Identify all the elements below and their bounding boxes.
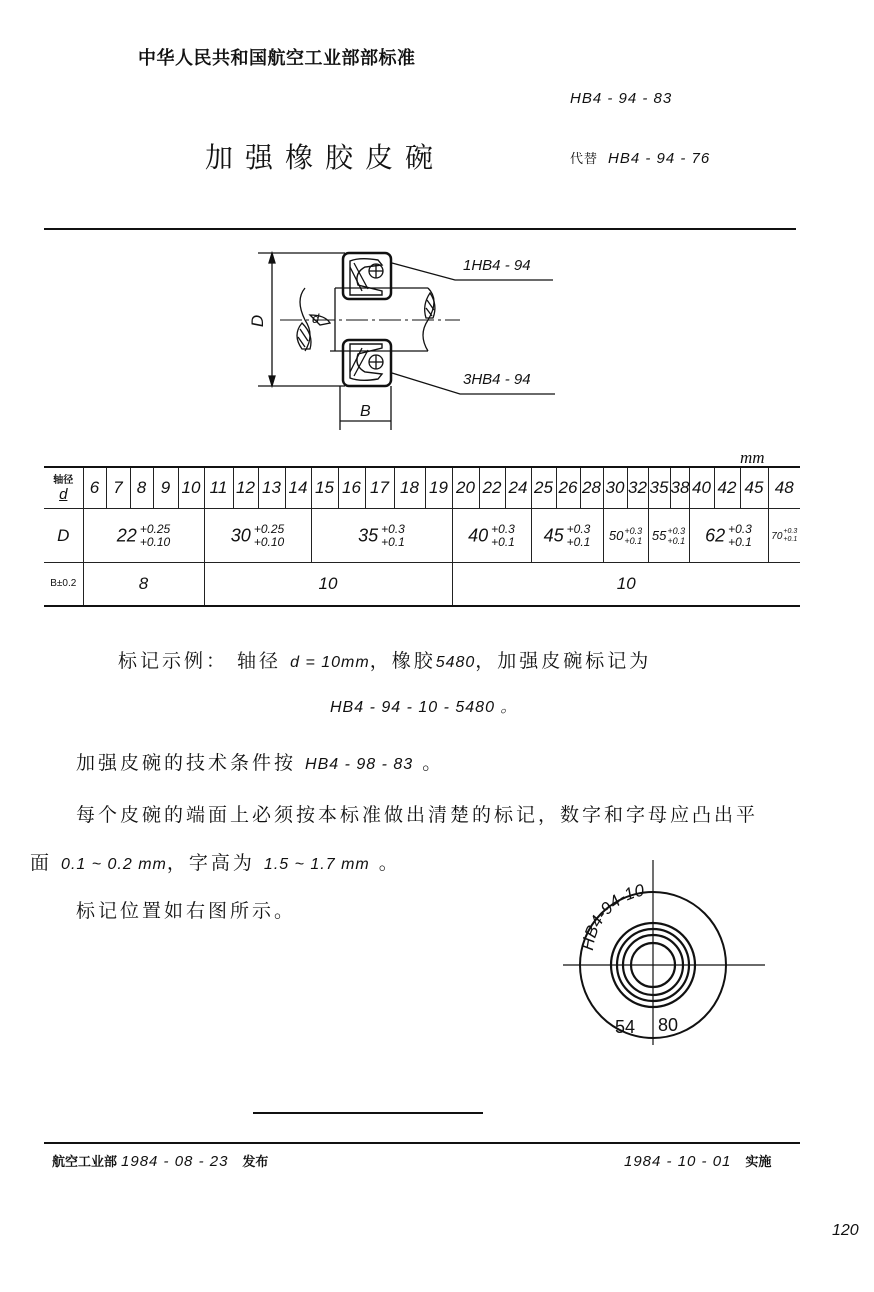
D-upper: +0.25: [139, 521, 171, 536]
d-cell: 38: [670, 467, 689, 509]
effective-label: 实施: [745, 1155, 772, 1170]
effective-date: 1984 - 10 - 01: [624, 1153, 732, 1170]
d-cell: 28: [580, 467, 603, 509]
d-cell: 30: [603, 467, 627, 509]
d-cell: 42: [714, 467, 740, 509]
issue-label: 发布: [242, 1155, 269, 1170]
D-group-cell: [689, 509, 768, 563]
dimension-d-label: d: [312, 311, 320, 326]
D-upper: +0.3: [624, 525, 643, 536]
tech-conditions-end: 。: [413, 752, 445, 774]
d-cell: 7: [106, 467, 130, 509]
table-row-shaft-diameter: [44, 467, 800, 509]
d-cell: 8: [130, 467, 153, 509]
table-unit: mm: [740, 448, 765, 467]
D-group-cell: [311, 509, 452, 563]
D-lower: +0.10: [139, 534, 171, 549]
D-tolerance: [254, 523, 284, 549]
D-nominal: 22: [116, 525, 137, 545]
D-lower: +0.1: [667, 535, 686, 546]
marking-text: 面: [30, 852, 62, 874]
D-group-cell: [531, 509, 603, 563]
example-prefix: 标记示例： 轴径: [118, 650, 291, 672]
D-tolerance: [140, 523, 170, 549]
row-header-d-symbol: d: [59, 486, 68, 503]
D-upper: +0.3: [667, 525, 686, 536]
character-height: 1.5 ~ 1.7 mm: [263, 856, 370, 873]
d-cell: 25: [531, 467, 556, 509]
D-nominal: 35: [358, 525, 379, 545]
dimension-B-label: B: [360, 403, 371, 420]
d-cell: 19: [425, 467, 452, 509]
B-group-cell: 10: [452, 563, 800, 607]
d-cell: 14: [285, 467, 311, 509]
D-group-cell: [648, 509, 689, 563]
replaces-label: 代替: [570, 151, 599, 166]
D-upper: +0.3: [491, 521, 515, 536]
D-tolerance: [381, 523, 405, 549]
marking-requirement-line1: 每个皮碗的端面上必须按本标准做出清楚的标记，数字和字母应凸出平: [76, 804, 759, 826]
D-lower: +0.1: [624, 535, 643, 546]
d-cell: 22: [479, 467, 505, 509]
dimension-table: [44, 466, 800, 607]
footer-rule: [44, 1142, 800, 1144]
seal-cross-section-drawing: [250, 245, 570, 435]
D-nominal: 55: [651, 528, 667, 544]
issue-date: 1984 - 08 - 23: [121, 1153, 229, 1170]
issuer: 航空工业部: [52, 1155, 118, 1170]
tech-conditions-text: 加强皮碗的技术条件按: [76, 752, 306, 774]
d-cell: 10: [178, 467, 204, 509]
issue-info: [52, 1151, 268, 1170]
row-header-D: D: [44, 509, 83, 563]
D-tolerance: [667, 526, 685, 546]
page-number: 120: [832, 1222, 859, 1239]
D-tolerance: [783, 528, 797, 544]
relief-height: 0.1 ~ 0.2 mm: [61, 856, 167, 873]
D-nominal: 45: [543, 525, 564, 545]
marking-text: 。: [369, 852, 401, 874]
table-row-outer-diameter: [44, 509, 800, 563]
part-label-top: 1HB4 - 94: [463, 257, 531, 274]
replaces-number: HB4 - 94 - 76: [608, 150, 711, 167]
marking-example-code: [330, 694, 517, 717]
row-header-d: [44, 467, 83, 509]
D-lower: +0.1: [566, 534, 591, 549]
standard-number: HB4 - 94 - 83: [570, 90, 673, 107]
D-nominal: 50: [608, 528, 624, 544]
D-group-cell: [452, 509, 531, 563]
header-rule: [44, 228, 796, 230]
D-tolerance: [567, 523, 591, 549]
replaces-standard: [570, 148, 710, 167]
d-cell: 16: [338, 467, 365, 509]
marking-example: [118, 646, 651, 673]
example-rubber-grade: 5480: [435, 654, 476, 671]
marking-requirement-line2: [30, 848, 401, 875]
marking-position-drawing: [555, 855, 765, 1045]
effective-info: [620, 1151, 771, 1170]
D-lower: +0.1: [491, 534, 515, 549]
D-lower: +0.1: [381, 534, 405, 549]
d-cell: 15: [311, 467, 338, 509]
row-header-B: B±0.2: [44, 563, 83, 607]
d-cell: 13: [258, 467, 285, 509]
marking-drawing-svg: [555, 855, 765, 1045]
D-nominal: 70: [771, 530, 783, 542]
D-upper: +0.25: [253, 521, 285, 536]
D-upper: +0.3: [566, 521, 591, 536]
D-nominal: 30: [230, 525, 251, 545]
document-title: 加强橡胶皮碗: [205, 141, 446, 174]
D-group-cell: [603, 509, 648, 563]
D-tolerance: [624, 526, 642, 546]
d-cell: 24: [505, 467, 531, 509]
D-upper: +0.3: [728, 521, 752, 536]
D-tolerance: [491, 523, 515, 549]
D-tolerance: [728, 523, 752, 549]
example-shaft-diameter: d = 10mm: [290, 654, 370, 671]
marking-grade-right: 80: [658, 1015, 679, 1035]
row-header-d-label: 轴径: [53, 475, 74, 486]
D-group-cell: [83, 509, 204, 563]
d-cell: 6: [83, 467, 106, 509]
technical-conditions: [76, 748, 444, 775]
D-lower: +0.10: [253, 534, 285, 549]
part-label-bottom: 3HB4 - 94: [463, 371, 531, 388]
D-lower: +0.1: [783, 536, 798, 544]
D-group-cell: [204, 509, 311, 563]
D-group-cell: [768, 509, 800, 563]
d-cell: 40: [689, 467, 714, 509]
tech-conditions-standard: HB4 - 98 - 83: [305, 756, 414, 773]
B-group-cell: 8: [83, 563, 204, 607]
d-cell: 9: [153, 467, 178, 509]
example-code: HB4 - 94 - 10 - 5480 。: [330, 699, 518, 716]
d-cell: 17: [365, 467, 394, 509]
dimension-D-label: D: [248, 314, 268, 328]
d-cell: 48: [768, 467, 800, 509]
d-cell: 26: [556, 467, 580, 509]
marking-position-note: 标记位置如右图所示。: [76, 900, 297, 922]
marking-arc-text: HB4-94-10: [577, 880, 646, 952]
table-row-width: [44, 563, 800, 607]
d-cell: 45: [740, 467, 768, 509]
B-group-cell: 10: [204, 563, 452, 607]
D-nominal: 62: [705, 525, 726, 545]
marking-grade-left: 54: [615, 1017, 636, 1037]
D-nominal: 40: [468, 525, 489, 545]
marking-text: ，字高为: [166, 852, 264, 874]
D-upper: +0.3: [381, 521, 405, 536]
example-rubber-label: ，橡胶: [369, 650, 436, 672]
D-lower: +0.1: [728, 534, 752, 549]
d-cell: 11: [204, 467, 233, 509]
signature-line: [253, 1112, 483, 1114]
d-cell: 32: [627, 467, 648, 509]
d-cell: 18: [394, 467, 425, 509]
d-cell: 20: [452, 467, 479, 509]
d-cell: 12: [233, 467, 258, 509]
D-upper: +0.3: [783, 528, 798, 536]
d-cell: 35: [648, 467, 670, 509]
example-suffix: ，加强皮碗标记为: [475, 650, 652, 672]
issuing-organization: 中华人民共和国航空工业部部标准: [138, 48, 416, 69]
